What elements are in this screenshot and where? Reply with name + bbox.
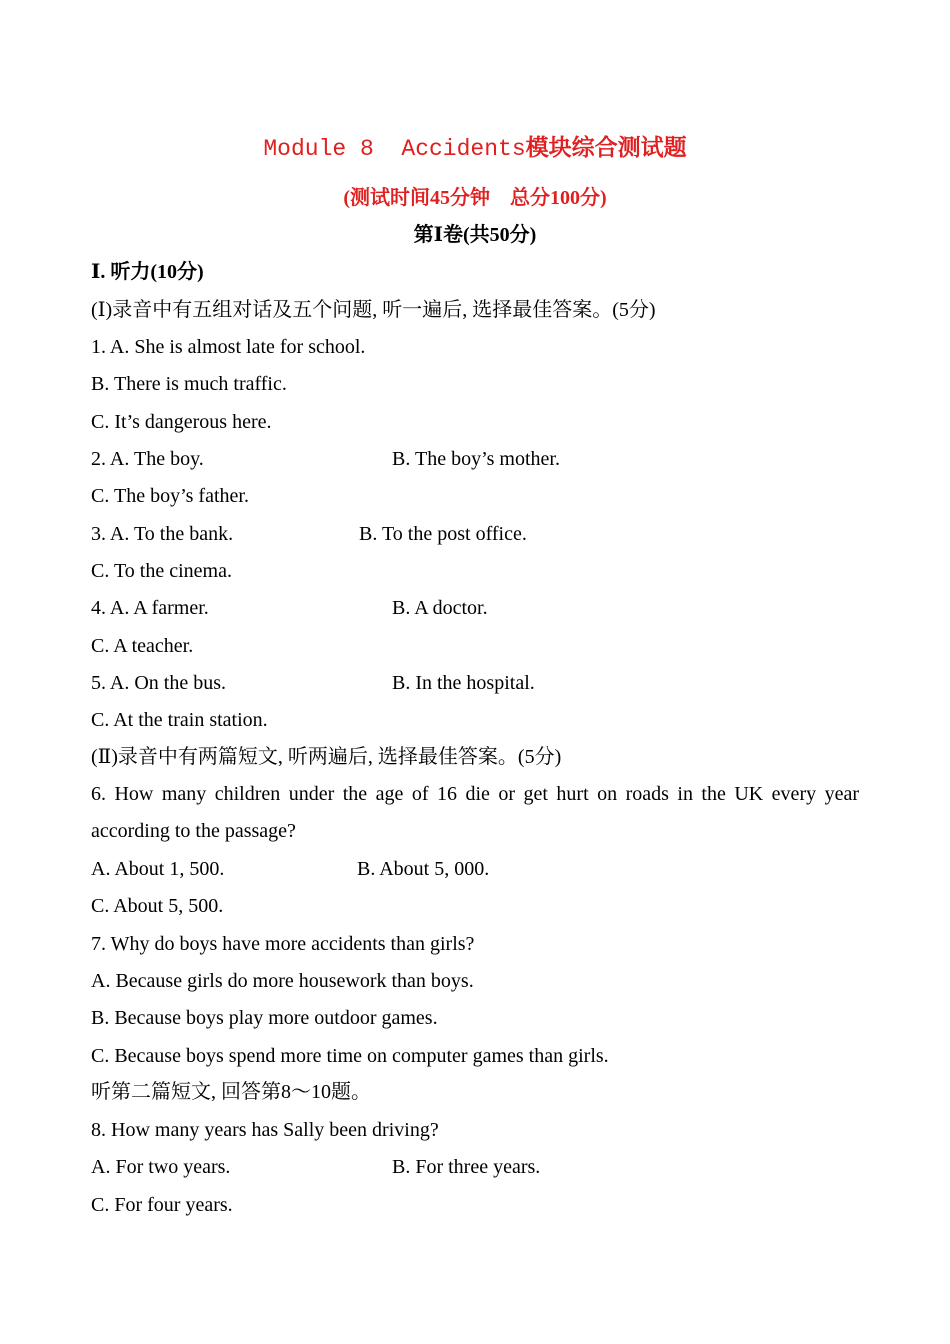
q4-option-c: C. A teacher. [91, 635, 194, 657]
q5-option-a: 5. A. On the bus. [91, 672, 226, 694]
q6-option-a: A. About 1, 500. [91, 858, 225, 880]
q8-question: 8. How many years has Sally been driving? [91, 1119, 439, 1141]
q6-question: 6. How many children under the age of 16 die or get hurt on roads in the UK every year according to the passage? [91, 783, 859, 842]
passage-2-note: 听第二篇短文, 回答第8～10题。 [91, 1081, 371, 1103]
subsection-1-instruction: (Ⅰ)录音中有五组对话及五个问题, 听一遍后, 选择最佳答案。(5分) [91, 299, 656, 321]
q7-option-b: B. Because boys play more outdoor games. [91, 1007, 438, 1029]
q8-option-c: C. For four years. [91, 1194, 233, 1216]
q3-option-a: 3. A. To the bank. [91, 523, 234, 545]
part-heading: 第Ⅰ卷(共50分) [413, 224, 537, 246]
q1-option-a: 1. A. She is almost late for school. [91, 336, 366, 358]
q6-option-c: C. About 5, 500. [91, 895, 224, 917]
q5-option-c: C. At the train station. [91, 709, 268, 731]
q3-option-c: C. To the cinema. [91, 560, 232, 582]
subsection-2-instruction: (Ⅱ)录音中有两篇短文, 听两遍后, 选择最佳答案。(5分) [91, 746, 562, 768]
q3-option-b: B. To the post office. [359, 523, 527, 545]
q2-option-c: C. The boy’s father. [91, 485, 249, 507]
q8-option-b: B. For three years. [392, 1156, 541, 1178]
q2-option-a: 2. A. The boy. [91, 448, 204, 470]
exam-subtitle: (测试时间45分钟 总分100分) [343, 187, 607, 209]
q1-option-c: C. It’s dangerous here. [91, 411, 272, 433]
q2-option-b: B. The boy’s mother. [392, 448, 560, 470]
q5-option-b: B. In the hospital. [392, 672, 535, 694]
exam-title [0, 132, 950, 165]
q7-question: 7. Why do boys have more accidents than girls? [91, 933, 475, 955]
exam-title-cjk: 模块综合测试题 [525, 135, 687, 161]
q4-option-a: 4. A. A farmer. [91, 597, 209, 619]
q8-option-a: A. For two years. [91, 1156, 231, 1178]
q7-option-a: A. Because girls do more housework than boys. [91, 970, 474, 992]
section-heading-listening: Ⅰ. 听力(10分) [91, 261, 204, 283]
q6-option-b: B. About 5, 000. [357, 858, 490, 880]
q7-option-c: C. Because boys spend more time on computer games than girls. [91, 1045, 609, 1067]
exam-title-latin: Module 8 Accidents [263, 136, 526, 162]
q4-option-b: B. A doctor. [392, 597, 488, 619]
q1-option-b: B. There is much traffic. [91, 373, 287, 395]
